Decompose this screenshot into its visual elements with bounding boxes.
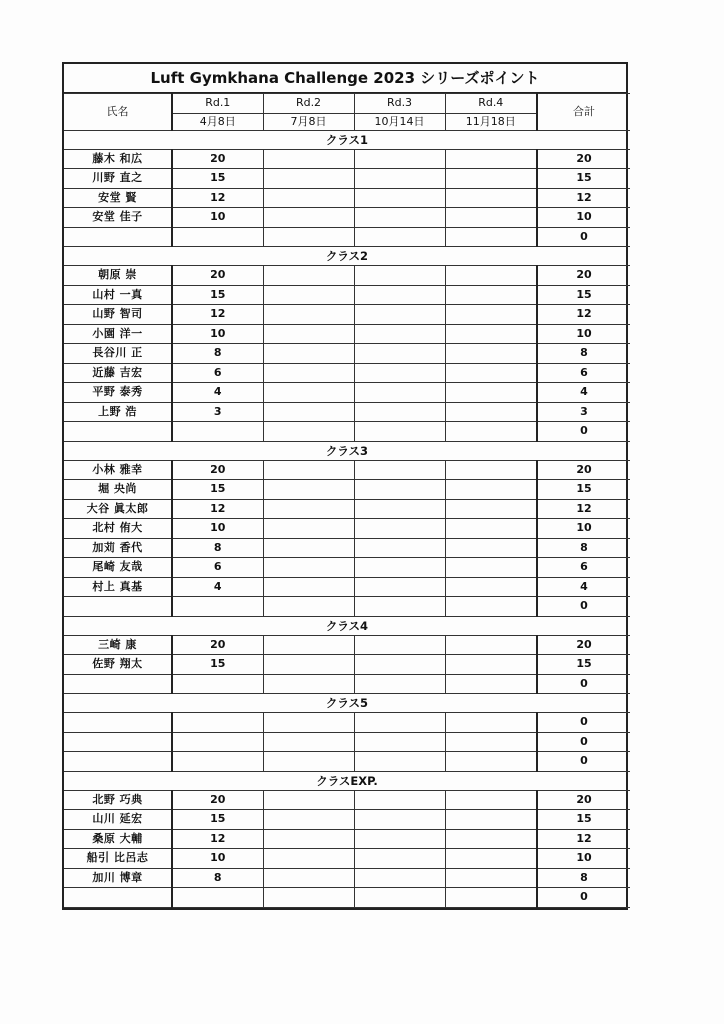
round-3-points — [354, 460, 445, 480]
round-2-points — [263, 344, 354, 364]
total-points: 0 — [537, 227, 630, 247]
total-points: 0 — [537, 422, 630, 442]
round-4-points — [445, 752, 537, 772]
round-4-points — [445, 519, 537, 539]
round-4-points — [445, 732, 537, 752]
page-title: Luft Gymkhana Challenge 2023 シリーズポイント — [64, 64, 626, 93]
round-2-points — [263, 266, 354, 286]
round-3-points — [354, 285, 445, 305]
total-points: 20 — [537, 635, 630, 655]
round-2-points — [263, 790, 354, 810]
class-title: クラス4 — [64, 616, 630, 635]
round-1-points: 20 — [172, 149, 263, 169]
round-4-points — [445, 285, 537, 305]
round-3-points — [354, 597, 445, 617]
table-row — [64, 344, 630, 364]
round-3-points — [354, 422, 445, 442]
round-3-points — [354, 655, 445, 675]
round-1-points: 15 — [172, 655, 263, 675]
table-row — [64, 655, 630, 675]
round-1-points: 6 — [172, 558, 263, 578]
round-1-points: 3 — [172, 402, 263, 422]
driver-name: 桑原 大輔 — [64, 829, 172, 849]
table-row — [64, 790, 630, 810]
table-row — [64, 480, 630, 500]
driver-name: 平野 泰秀 — [64, 383, 172, 403]
round-2-points — [263, 363, 354, 383]
round-3-points — [354, 227, 445, 247]
header-name: 氏名 — [64, 94, 172, 131]
round-2-points — [263, 655, 354, 675]
round-4-points — [445, 868, 537, 888]
table-row — [64, 752, 630, 772]
round-3-points — [354, 888, 445, 908]
table-row — [64, 227, 630, 247]
driver-name: 山野 智司 — [64, 305, 172, 325]
round-4-points — [445, 558, 537, 578]
round-2-points — [263, 460, 354, 480]
round-3-points — [354, 732, 445, 752]
round-2-points — [263, 577, 354, 597]
round-3-points — [354, 577, 445, 597]
total-points: 0 — [537, 888, 630, 908]
driver-name: 長谷川 正 — [64, 344, 172, 364]
table-row — [64, 188, 630, 208]
round-1-points — [172, 422, 263, 442]
round-3-points — [354, 713, 445, 733]
round-2-points — [263, 169, 354, 189]
table-row — [64, 460, 630, 480]
round-2-points — [263, 499, 354, 519]
table-row — [64, 558, 630, 578]
round-4-points — [445, 305, 537, 325]
total-points: 8 — [537, 868, 630, 888]
class-header-row — [64, 247, 630, 266]
class-title: クラス3 — [64, 441, 630, 460]
total-points: 8 — [537, 538, 630, 558]
table-row — [64, 149, 630, 169]
round-2-points — [263, 149, 354, 169]
header-round-2: Rd.2 — [263, 94, 354, 114]
total-points: 6 — [537, 558, 630, 578]
round-4-points — [445, 363, 537, 383]
round-4-points — [445, 597, 537, 617]
total-points: 10 — [537, 519, 630, 539]
round-2-points — [263, 829, 354, 849]
total-points: 8 — [537, 344, 630, 364]
round-4-points — [445, 266, 537, 286]
driver-name: 安堂 佳子 — [64, 208, 172, 228]
driver-name: 大谷 眞太郎 — [64, 499, 172, 519]
round-2-points — [263, 402, 354, 422]
driver-name: 川野 直之 — [64, 169, 172, 189]
class-header-row — [64, 130, 630, 149]
round-2-points — [263, 480, 354, 500]
class-header-row — [64, 694, 630, 713]
round-4-points — [445, 655, 537, 675]
table-row — [64, 674, 630, 694]
total-points: 0 — [537, 732, 630, 752]
round-1-points — [172, 227, 263, 247]
total-points: 0 — [537, 752, 630, 772]
driver-name: 上野 浩 — [64, 402, 172, 422]
driver-name — [64, 597, 172, 617]
round-1-points: 15 — [172, 169, 263, 189]
round-2-points — [263, 558, 354, 578]
round-2-points — [263, 188, 354, 208]
round-1-points: 20 — [172, 460, 263, 480]
driver-name: 北村 侑大 — [64, 519, 172, 539]
total-points: 4 — [537, 577, 630, 597]
driver-name: 尾崎 友哉 — [64, 558, 172, 578]
driver-name — [64, 227, 172, 247]
round-4-points — [445, 849, 537, 869]
round-1-points: 10 — [172, 519, 263, 539]
round-2-points — [263, 849, 354, 869]
table-row — [64, 422, 630, 442]
round-3-points — [354, 480, 445, 500]
round-4-points — [445, 713, 537, 733]
round-2-points — [263, 752, 354, 772]
round-2-points — [263, 597, 354, 617]
driver-name: 山村 一真 — [64, 285, 172, 305]
round-1-points: 10 — [172, 208, 263, 228]
round-2-points — [263, 635, 354, 655]
total-points: 4 — [537, 383, 630, 403]
round-1-points — [172, 713, 263, 733]
header-date-1: 4月8日 — [172, 113, 263, 130]
round-3-points — [354, 635, 445, 655]
total-points: 0 — [537, 713, 630, 733]
driver-name — [64, 888, 172, 908]
table-row — [64, 577, 630, 597]
round-2-points — [263, 810, 354, 830]
table-row — [64, 732, 630, 752]
header-round-3: Rd.3 — [354, 94, 445, 114]
round-4-points — [445, 790, 537, 810]
table-row — [64, 402, 630, 422]
table-row — [64, 169, 630, 189]
total-points: 3 — [537, 402, 630, 422]
round-4-points — [445, 888, 537, 908]
round-4-points — [445, 383, 537, 403]
table-row — [64, 285, 630, 305]
total-points: 20 — [537, 149, 630, 169]
driver-name — [64, 752, 172, 772]
driver-name: 船引 比呂志 — [64, 849, 172, 869]
round-4-points — [445, 635, 537, 655]
round-4-points — [445, 344, 537, 364]
driver-name — [64, 732, 172, 752]
total-points: 15 — [537, 480, 630, 500]
total-points: 12 — [537, 829, 630, 849]
round-4-points — [445, 829, 537, 849]
total-points: 0 — [537, 597, 630, 617]
round-1-points: 12 — [172, 829, 263, 849]
round-3-points — [354, 810, 445, 830]
round-3-points — [354, 363, 445, 383]
round-2-points — [263, 538, 354, 558]
round-3-points — [354, 169, 445, 189]
round-1-points: 4 — [172, 383, 263, 403]
round-4-points — [445, 227, 537, 247]
table-row — [64, 597, 630, 617]
class-title: クラス2 — [64, 247, 630, 266]
driver-name: 藤木 和広 — [64, 149, 172, 169]
driver-name: 加川 博章 — [64, 868, 172, 888]
driver-name: 加苅 香代 — [64, 538, 172, 558]
round-1-points: 8 — [172, 538, 263, 558]
table-row — [64, 363, 630, 383]
driver-name: 佐野 翔太 — [64, 655, 172, 675]
round-2-points — [263, 305, 354, 325]
table-row — [64, 383, 630, 403]
table-row — [64, 266, 630, 286]
total-points: 12 — [537, 499, 630, 519]
driver-name: 堀 央尚 — [64, 480, 172, 500]
table-row — [64, 868, 630, 888]
driver-name: 山川 延宏 — [64, 810, 172, 830]
table-row — [64, 849, 630, 869]
round-3-points — [354, 499, 445, 519]
round-2-points — [263, 732, 354, 752]
class-title: クラス5 — [64, 694, 630, 713]
round-4-points — [445, 324, 537, 344]
table-row — [64, 810, 630, 830]
round-4-points — [445, 422, 537, 442]
total-points: 20 — [537, 790, 630, 810]
driver-name: 朝原 崇 — [64, 266, 172, 286]
table-row — [64, 829, 630, 849]
driver-name: 安堂 賢 — [64, 188, 172, 208]
round-3-points — [354, 519, 445, 539]
table-row — [64, 635, 630, 655]
round-2-points — [263, 227, 354, 247]
round-1-points: 8 — [172, 868, 263, 888]
round-3-points — [354, 790, 445, 810]
round-1-points — [172, 888, 263, 908]
round-1-points — [172, 752, 263, 772]
driver-name: 近藤 吉宏 — [64, 363, 172, 383]
round-3-points — [354, 324, 445, 344]
round-3-points — [354, 829, 445, 849]
round-3-points — [354, 344, 445, 364]
total-points: 20 — [537, 460, 630, 480]
header-total: 合計 — [537, 94, 630, 131]
round-3-points — [354, 305, 445, 325]
table-row — [64, 888, 630, 908]
round-3-points — [354, 402, 445, 422]
round-1-points: 12 — [172, 305, 263, 325]
table-row — [64, 519, 630, 539]
class-header-row — [64, 616, 630, 635]
table-row — [64, 305, 630, 325]
round-1-points: 12 — [172, 188, 263, 208]
round-2-points — [263, 208, 354, 228]
round-1-points: 20 — [172, 790, 263, 810]
round-3-points — [354, 849, 445, 869]
round-3-points — [354, 674, 445, 694]
round-4-points — [445, 208, 537, 228]
header-date-2: 7月8日 — [263, 113, 354, 130]
total-points: 0 — [537, 674, 630, 694]
round-1-points — [172, 732, 263, 752]
round-1-points: 15 — [172, 285, 263, 305]
round-1-points — [172, 674, 263, 694]
round-2-points — [263, 674, 354, 694]
total-points: 12 — [537, 305, 630, 325]
standings-sheet — [62, 62, 628, 910]
table-row — [64, 208, 630, 228]
round-4-points — [445, 480, 537, 500]
header-round-1: Rd.1 — [172, 94, 263, 114]
round-1-points: 10 — [172, 324, 263, 344]
driver-name — [64, 713, 172, 733]
round-4-points — [445, 674, 537, 694]
round-4-points — [445, 188, 537, 208]
round-3-points — [354, 188, 445, 208]
table-row — [64, 324, 630, 344]
round-1-points: 8 — [172, 344, 263, 364]
driver-name — [64, 674, 172, 694]
driver-name: 小園 洋一 — [64, 324, 172, 344]
total-points: 15 — [537, 810, 630, 830]
class-title: クラスEXP. — [64, 771, 630, 790]
total-points: 20 — [537, 266, 630, 286]
round-2-points — [263, 285, 354, 305]
round-3-points — [354, 538, 445, 558]
total-points: 15 — [537, 169, 630, 189]
total-points: 12 — [537, 188, 630, 208]
header-date-3: 10月14日 — [354, 113, 445, 130]
table-row — [64, 713, 630, 733]
total-points: 10 — [537, 208, 630, 228]
total-points: 6 — [537, 363, 630, 383]
round-4-points — [445, 460, 537, 480]
round-2-points — [263, 713, 354, 733]
round-3-points — [354, 383, 445, 403]
standings-body — [64, 94, 630, 908]
round-1-points: 10 — [172, 849, 263, 869]
round-1-points: 6 — [172, 363, 263, 383]
round-1-points: 15 — [172, 480, 263, 500]
header-date-4: 11月18日 — [445, 113, 537, 130]
total-points: 10 — [537, 849, 630, 869]
round-2-points — [263, 519, 354, 539]
driver-name — [64, 422, 172, 442]
round-1-points: 20 — [172, 635, 263, 655]
round-4-points — [445, 810, 537, 830]
header-round-4: Rd.4 — [445, 94, 537, 114]
round-1-points: 4 — [172, 577, 263, 597]
driver-name: 三崎 康 — [64, 635, 172, 655]
round-4-points — [445, 538, 537, 558]
round-3-points — [354, 558, 445, 578]
driver-name: 村上 真基 — [64, 577, 172, 597]
round-2-points — [263, 383, 354, 403]
total-points: 15 — [537, 285, 630, 305]
standings-table — [64, 93, 630, 908]
total-points: 15 — [537, 655, 630, 675]
driver-name: 北野 巧典 — [64, 790, 172, 810]
round-4-points — [445, 169, 537, 189]
round-1-points: 12 — [172, 499, 263, 519]
round-4-points — [445, 499, 537, 519]
total-points: 10 — [537, 324, 630, 344]
class-header-row — [64, 771, 630, 790]
table-row — [64, 499, 630, 519]
round-3-points — [354, 149, 445, 169]
round-3-points — [354, 266, 445, 286]
class-title: クラス1 — [64, 130, 630, 149]
round-4-points — [445, 577, 537, 597]
round-2-points — [263, 868, 354, 888]
driver-name: 小林 雅幸 — [64, 460, 172, 480]
round-2-points — [263, 324, 354, 344]
round-3-points — [354, 752, 445, 772]
round-3-points — [354, 868, 445, 888]
class-header-row — [64, 441, 630, 460]
round-4-points — [445, 149, 537, 169]
round-3-points — [354, 208, 445, 228]
round-2-points — [263, 422, 354, 442]
round-1-points: 20 — [172, 266, 263, 286]
round-2-points — [263, 888, 354, 908]
round-1-points: 15 — [172, 810, 263, 830]
table-row — [64, 538, 630, 558]
round-1-points — [172, 597, 263, 617]
round-4-points — [445, 402, 537, 422]
